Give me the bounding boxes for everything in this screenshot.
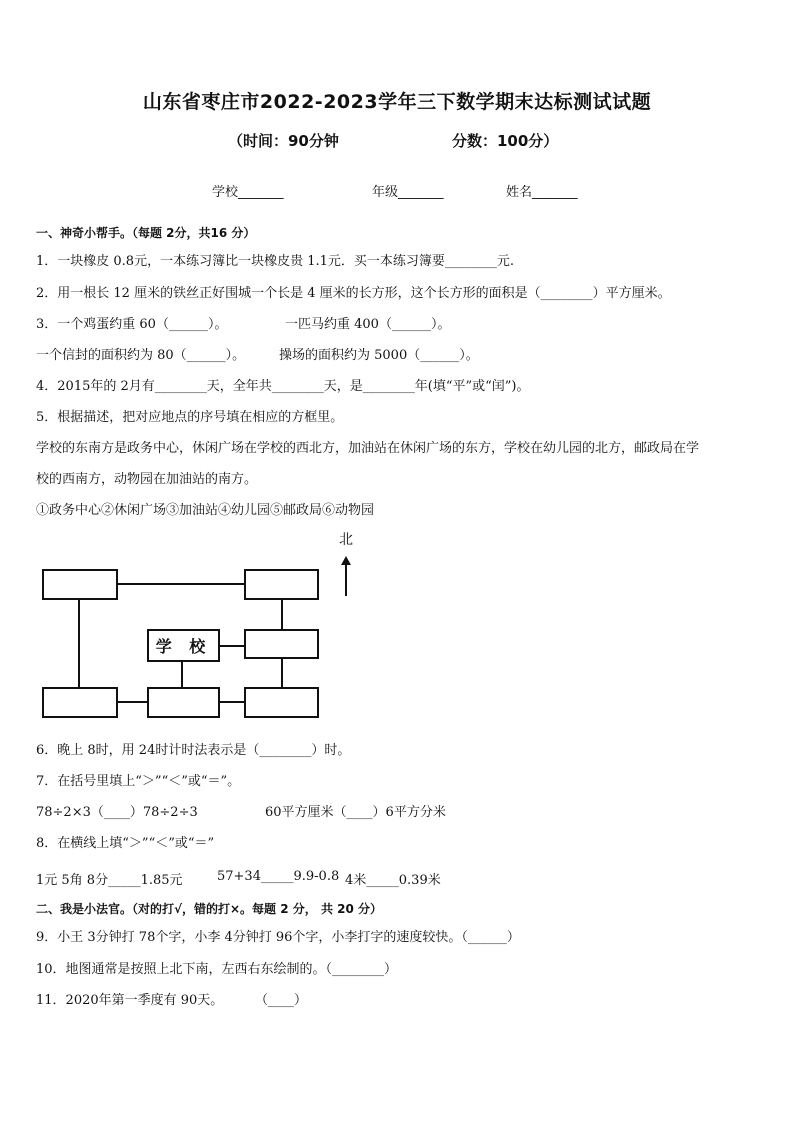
section1-heading: 一、神奇小帮手。（每题 2分，共16 分）	[36, 226, 256, 240]
question-3d: 操场的面积约为 5000（______）。	[279, 348, 479, 363]
question-5-description-line2: 校的西南方，动物园在加油站的南方。	[36, 472, 258, 487]
north-label: 北	[339, 532, 353, 548]
question-6: 6．晚上 8时，用 24时计时法表示是（________）时。	[36, 743, 351, 758]
question-5-description-line1: 学校的东南方是政务中心，休闲广场在学校的西北方，加油站在休闲广场的东方，学校在幼儿园的北方，邮政局在学	[36, 441, 700, 456]
map-answer-box-southwest[interactable]	[42, 687, 118, 718]
map-connector	[281, 658, 283, 688]
question-11-answer: （____）	[255, 993, 308, 1008]
grade-field[interactable]: 年级_______	[372, 185, 444, 200]
question-4: 4．2015年的 2月有________天，全年共________天，是________年(填“平”或“闰”)。	[36, 379, 530, 394]
north-arrow-icon	[338, 556, 354, 598]
map-connector	[117, 583, 245, 585]
map-connector	[181, 661, 183, 688]
map-answer-box-north[interactable]	[244, 569, 319, 600]
section2-heading: 二、我是小法官。（对的打√，错的打×。每题 2 分， 共 20 分）	[36, 902, 382, 916]
question-8a: 1元 5角 8分_____1.85元	[36, 873, 183, 888]
map-answer-box-southeast[interactable]	[244, 687, 319, 718]
question-7b: 60平方厘米（____）6平方分米	[265, 805, 446, 820]
question-3a: 3．一个鸡蛋约重 60（______）。	[36, 317, 228, 332]
question-8b: 57+34_____9.9-0.8	[217, 869, 340, 884]
question-9: 9．小王 3分钟打 78个字，小李 4分钟打 96个字，小李打字的速度较快。（______）	[36, 930, 520, 945]
question-8: 8．在横线上填“＞”“＜”或“＝”	[36, 836, 215, 851]
question-8c: 4米_____0.39米	[345, 873, 441, 888]
question-3b: 一匹马约重 400（______）。	[285, 317, 451, 332]
map-connector	[219, 701, 245, 703]
question-7: 7．在括号里填上“＞”“＜”或“＝”。	[36, 774, 241, 789]
map-connector	[78, 599, 80, 689]
question-5-options: ①政务中心②休闲广场③加油站④幼儿园⑤邮政局⑥动物园	[36, 503, 375, 518]
name-field[interactable]: 姓名_______	[506, 185, 578, 200]
map-school-box: 学 校	[147, 629, 220, 662]
question-3c: 一个信封的面积约为 80（______）。	[36, 348, 246, 363]
map-answer-box-northwest[interactable]	[42, 569, 118, 600]
question-7a: 78÷2×3（____）78÷2÷3	[36, 805, 198, 820]
exam-score: 分数：100分）	[452, 132, 559, 150]
question-5: 5．根据描述，把对应地点的序号填在相应的方框里。	[36, 410, 344, 425]
question-1: 1．一块橡皮 0.8元，一本练习簿比一块橡皮贵 1.1元．买一本练习簿要________元.	[36, 254, 515, 269]
map-connector	[281, 599, 283, 630]
map-connector	[219, 645, 245, 647]
map-answer-box-east[interactable]	[244, 629, 319, 659]
map-connector	[117, 701, 148, 703]
school-field[interactable]: 学校_______	[212, 185, 284, 200]
page-title: 山东省枣庄市2022-2023学年三下数学期末达标测试试题	[142, 91, 652, 113]
question-11: 11．2020年第一季度有 90天。	[36, 993, 224, 1008]
exam-time: （时间：90分钟	[228, 132, 339, 150]
question-10: 10．地图通常是按照上北下南，左西右东绘制的。（________）	[36, 962, 398, 977]
question-2: 2．用一根长 12 厘米的铁丝正好围城一个长是 4 厘米的长方形，这个长方形的面积是（________）平方厘米。	[36, 286, 671, 301]
map-answer-box-south[interactable]	[147, 687, 220, 718]
